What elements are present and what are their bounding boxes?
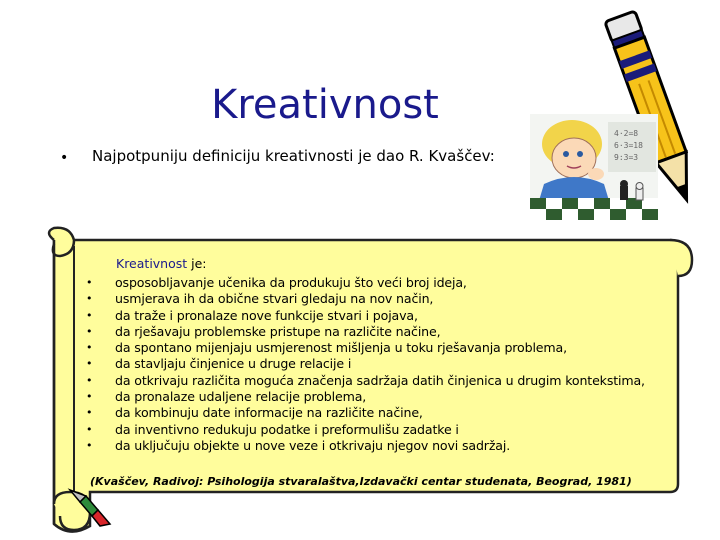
intro-bullet: • [60,150,69,166]
child-chess-picture [530,114,658,220]
list-item-text: usmjerava ih da obične stvari gledaju na nov način, [115,291,434,307]
page-title: Kreativnost [211,82,439,128]
bullet-icon: • [86,324,93,338]
citation: (Kvaščev, Radivoj: Psihologija stvaralaštva,Izdavački centar studenata, Beograd, 1981) [90,475,632,488]
bullet-icon: • [86,373,93,387]
list-item-text: da stavljaju činjenice u druge relacije i [115,356,352,372]
definition-keyword: Kreativnost [116,256,188,271]
list-item-text: da rješavaju problemske pristupe na različite načine, [115,323,441,339]
list-item-text: osposobljavanje učenika da produkuju što veći broj ideja, [115,275,467,290]
bullet-icon: • [86,438,93,452]
list-item-text: da uključuju objekte u nove veze i otkrivaju njegov novi sadržaj. [115,437,511,453]
bullet-icon: • [86,390,93,404]
bullet-icon: • [86,276,93,289]
list-item-text: da pronalaze udaljene relacije problema, [115,389,367,405]
svg-text:4·2=8: 4·2=8 [614,129,639,138]
bullet-icon: • [86,292,93,306]
bullet-icon: • [86,406,93,420]
definition-lead [116,256,207,271]
bullet-icon: • [86,308,93,322]
list-item-text: da otkrivaju različita moguća značenja sadržaja datih činjenica u drugim kontekstima, [115,372,645,388]
intro-text: Najpotpuniju definiciju kreativnosti je dao R. Kvaščev: [92,147,495,165]
list-item-text: da spontano mijenjaju usmjerenost mišljenja u toku rješavanja problema, [115,340,567,356]
bullet-icon: • [86,357,93,371]
svg-text:6·3=18: 6·3=18 [614,141,643,150]
bullet-icon: • [86,422,93,436]
bullet-icon: • [86,341,93,355]
list-item-text: da traže i pronalaze nove funkcije stvari i pojava, [115,307,418,323]
list-item-text: da kombinuju date informacije na različite načine, [115,405,423,421]
definition-lead-rest: je: [187,256,207,271]
list-item-text: da inventivno redukuju podatke i preformulišu zadatke i [115,421,459,437]
svg-text:9:3=3: 9:3=3 [614,153,639,162]
